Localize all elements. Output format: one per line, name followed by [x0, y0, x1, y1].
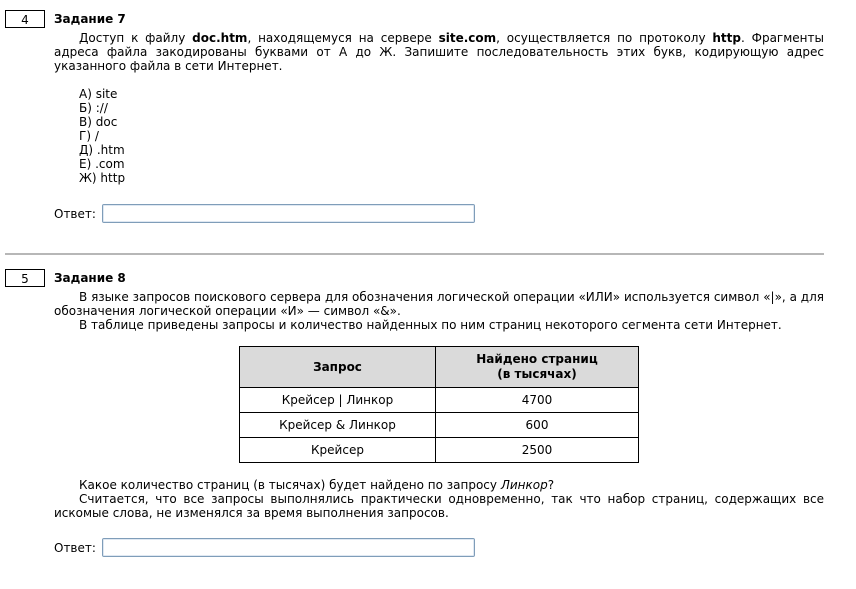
options-list	[79, 87, 125, 185]
text-fragment: Доступ к файлу	[79, 31, 193, 45]
column-header: Запрос	[240, 347, 436, 388]
header-line: (в тысячах)	[497, 367, 577, 381]
option-item: В) doc	[79, 115, 118, 129]
option-item: Б) ://	[79, 101, 108, 115]
answer-label: Ответ:	[54, 207, 96, 221]
table-header-row	[240, 347, 639, 388]
task-question	[54, 478, 824, 520]
task-divider	[5, 253, 824, 255]
protocol-name: http	[712, 31, 741, 45]
table-row	[240, 438, 639, 463]
table-cell: Крейсер	[240, 438, 436, 463]
table-cell: Крейсер | Линкор	[240, 388, 436, 413]
answer-input[interactable]	[102, 204, 475, 223]
option-item: Е) .com	[79, 157, 125, 171]
text-fragment: , осуществляется по протоколу	[496, 31, 713, 45]
table-cell: 600	[436, 413, 639, 438]
paragraph: В таблице приведены запросы и количество найденных по ним страниц некоторого сегмента сети Интернет.	[79, 318, 782, 332]
option-item: Ж) http	[79, 171, 126, 185]
paragraph: В языке запросов поискового сервера для обозначения логической операции «ИЛИ» используется символ «|», а для обозначения логической операции «И» — символ «&».	[54, 290, 824, 318]
server-name: site.com	[438, 31, 497, 45]
text-fragment: Какое количество страниц (в тысячах) будет найдено по запросу	[79, 478, 501, 492]
option-item: Д) .htm	[79, 143, 125, 157]
text-fragment: , находящемуся на сервере	[247, 31, 439, 45]
option-item: А) site	[79, 87, 118, 101]
text-fragment: ?	[547, 478, 555, 492]
query-table	[239, 346, 639, 463]
task-description	[54, 31, 824, 73]
paragraph: Считается, что все запросы выполнялись практически одновременно, так что набор страниц, содержащих все искомые слова, не изменялся за время выполнения запросов.	[54, 492, 824, 520]
header-line: Найдено страниц	[476, 352, 598, 366]
table-cell: 4700	[436, 388, 639, 413]
file-name: doc.htm	[192, 31, 248, 45]
task-title: Задание 7	[54, 12, 126, 26]
option-item: Г) /	[79, 129, 99, 143]
query-term: Линкор	[500, 478, 548, 492]
column-header	[436, 347, 639, 388]
table-cell: 2500	[436, 438, 639, 463]
table-cell: Крейсер & Линкор	[240, 413, 436, 438]
text-fragment: . Фрагменты адреса файла закодированы буквами от А до Ж. Запишите последовательность этих букв, кодирующую адрес указанного файла в сети Интернет.	[54, 31, 824, 73]
answer-input[interactable]	[102, 538, 475, 557]
table-row	[240, 413, 639, 438]
table-row	[240, 388, 639, 413]
task-description	[54, 290, 824, 332]
answer-label: Ответ:	[54, 541, 96, 555]
task-number-badge: 5	[5, 269, 45, 287]
task-number-badge: 4	[5, 10, 45, 28]
task-title: Задание 8	[54, 271, 126, 285]
